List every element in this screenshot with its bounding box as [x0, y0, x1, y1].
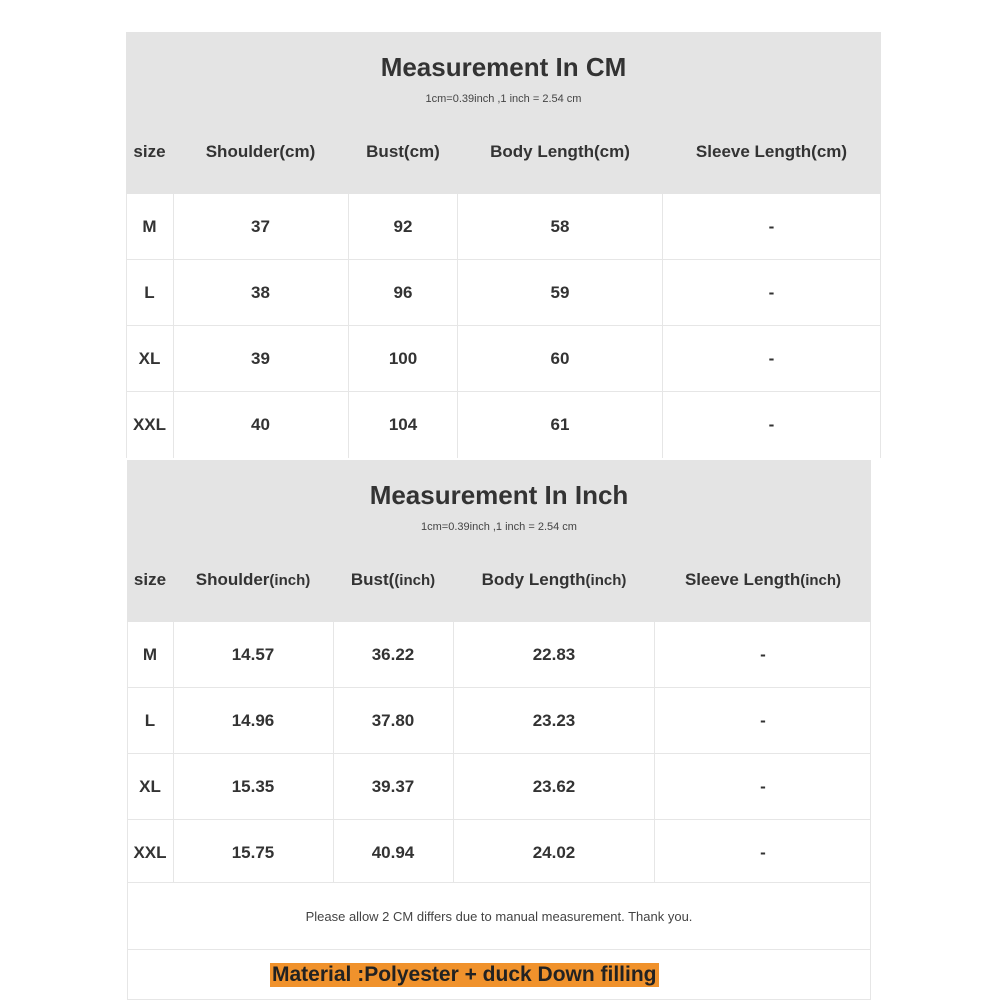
column-divider	[453, 622, 454, 882]
row-divider	[127, 753, 871, 754]
cm-col-size: size	[133, 142, 166, 161]
cm-col-bust: Bust(cm)	[366, 142, 440, 161]
inch-cell-sleeve-length: -	[760, 645, 766, 664]
cm-cell-size: L	[144, 283, 155, 302]
inch-col-bust: Bust((inch)	[350, 570, 436, 589]
inch-cell-size: XL	[139, 777, 161, 796]
cm-cell-body-length: 58	[550, 217, 570, 236]
inch-table-title: Measurement In Inch	[369, 480, 629, 510]
column-divider	[173, 622, 174, 882]
column-divider	[870, 622, 871, 1000]
cm-cell-bust: 92	[393, 217, 413, 236]
cm-cell-sleeve-length: -	[768, 283, 775, 302]
table-row	[127, 754, 871, 820]
inch-cell-shoulder: 14.96	[231, 711, 275, 730]
cm-cell-size: M	[142, 217, 157, 236]
row-divider	[126, 391, 881, 392]
table-row	[126, 392, 881, 458]
cm-cell-shoulder: 37	[251, 217, 270, 236]
inch-cell-body-length: 23.62	[532, 777, 576, 796]
inch-table-body	[127, 622, 871, 1000]
cm-col-sleeve-length: Sleeve Length(cm)	[695, 142, 848, 161]
table-row	[126, 260, 881, 326]
table-row	[127, 622, 871, 688]
cm-cell-body-length: 60	[550, 349, 570, 368]
inch-cell-size: M	[142, 645, 158, 664]
column-divider	[127, 622, 128, 1000]
cm-cell-bust: 104	[388, 415, 418, 434]
inch-cell-bust: 39.37	[371, 777, 415, 796]
table-row	[126, 194, 881, 260]
inch-cell-shoulder: 15.75	[231, 843, 275, 862]
cm-table-body	[126, 194, 881, 458]
inch-cell-shoulder: 14.57	[231, 645, 275, 664]
cm-table-conversion-note: 1cm=0.39inch ,1 inch = 2.54 cm	[425, 93, 582, 105]
cm-size-table	[126, 32, 881, 458]
inch-cell-body-length: 22.83	[532, 645, 576, 664]
table-row	[127, 688, 871, 754]
column-divider	[348, 194, 349, 458]
cm-cell-bust: 100	[388, 349, 418, 368]
cm-table-title: Measurement In CM	[380, 52, 627, 82]
cm-cell-sleeve-length: -	[768, 349, 775, 368]
cm-cell-body-length: 59	[550, 283, 570, 302]
column-divider	[333, 622, 334, 882]
cm-cell-size: XXL	[132, 415, 167, 434]
column-divider	[173, 194, 174, 458]
column-divider	[654, 622, 655, 882]
inch-cell-size: L	[144, 711, 156, 730]
cm-cell-shoulder: 39	[251, 349, 270, 368]
cm-cell-bust: 96	[393, 283, 413, 302]
cm-col-shoulder: Shoulder(cm)	[205, 142, 316, 161]
row-divider	[127, 819, 871, 820]
inch-cell-body-length: 23.23	[532, 711, 576, 730]
cm-cell-body-length: 61	[550, 415, 570, 434]
inch-cell-size: XXL	[133, 843, 167, 862]
inch-cell-bust: 36.22	[371, 645, 415, 664]
inch-col-body-length: Body Length(inch)	[481, 570, 627, 589]
row-divider	[126, 259, 881, 260]
column-divider	[880, 194, 881, 458]
cm-cell-sleeve-length: -	[768, 217, 775, 236]
inch-col-shoulder: Shoulder(inch)	[195, 570, 311, 589]
cm-column-headers	[126, 142, 881, 172]
cm-col-body-length: Body Length(cm)	[490, 142, 630, 161]
row-divider	[126, 325, 881, 326]
inch-col-sleeve-length: Sleeve Length(inch)	[684, 570, 842, 589]
inch-table-header	[127, 460, 871, 622]
cm-cell-sleeve-length: -	[768, 415, 775, 434]
inch-cell-shoulder: 15.35	[231, 777, 275, 796]
cm-table-header	[126, 32, 881, 194]
column-divider	[126, 194, 127, 458]
column-divider	[457, 194, 458, 458]
cm-cell-size: XL	[138, 349, 161, 368]
inch-cell-bust: 40.94	[371, 843, 415, 862]
measurement-disclaimer: Please allow 2 CM differs due to manual measurement. Thank you.	[305, 909, 693, 924]
table-row	[126, 326, 881, 392]
row-divider	[127, 687, 871, 688]
material-label: Material :Polyester + duck Down filling	[272, 963, 657, 986]
inch-size-table	[127, 460, 871, 1000]
cm-cell-shoulder: 40	[251, 415, 270, 434]
row-divider	[127, 882, 871, 883]
cm-cell-shoulder: 38	[251, 283, 270, 302]
inch-cell-sleeve-length: -	[760, 711, 766, 730]
column-divider	[662, 194, 663, 458]
inch-cell-sleeve-length: -	[760, 843, 766, 862]
row-divider	[127, 949, 871, 950]
inch-cell-sleeve-length: -	[760, 777, 766, 796]
inch-col-size: size	[133, 570, 167, 589]
inch-column-headers	[127, 570, 871, 600]
inch-cell-bust: 37.80	[371, 711, 415, 730]
inch-table-conversion-note: 1cm=0.39inch ,1 inch = 2.54 cm	[421, 521, 577, 533]
inch-cell-body-length: 24.02	[532, 843, 576, 862]
table-row	[127, 820, 871, 886]
